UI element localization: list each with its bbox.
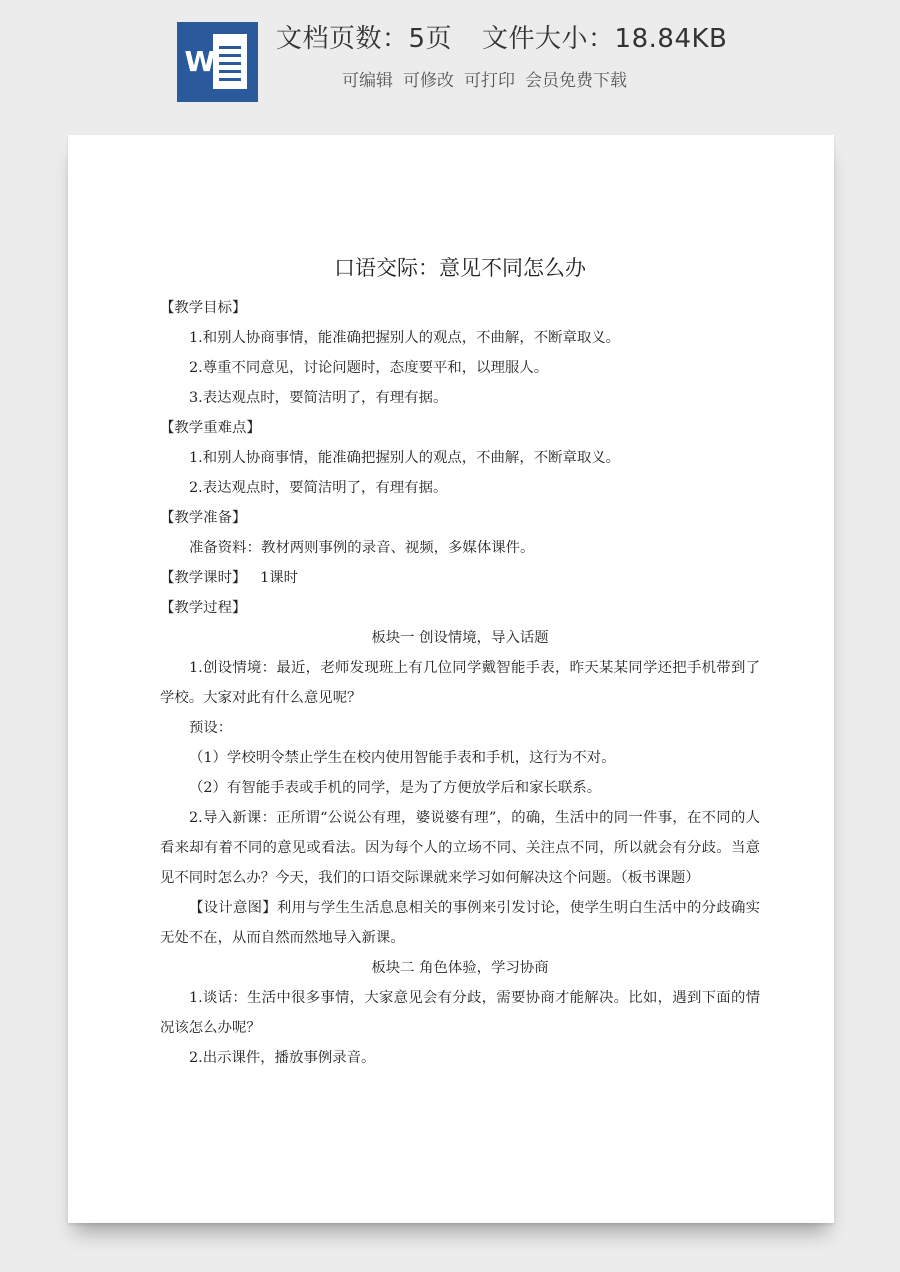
goals-heading: 【教学目标】 xyxy=(160,300,247,316)
section-title: 板块二 角色体验，学习协商 xyxy=(371,960,549,976)
download-info-header xyxy=(0,0,900,130)
goal-item: 1.和别人协商事情，能准确把握别人的观点，不曲解，不断章取义。 xyxy=(189,330,621,346)
hours-line xyxy=(160,563,760,593)
file-stats xyxy=(276,18,727,55)
paragraph: 2.出示课件，播放事例录音。 xyxy=(189,1050,376,1066)
document-title: 口语交际：意见不同怎么办 xyxy=(334,256,586,280)
prep-text: 准备资料：教材两则事例的录音、视频，多媒体课件。 xyxy=(189,540,535,556)
paragraph: 1.创设情境：最近，老师发现班上有几位同学戴智能手表，昨天某某同学还把手机带到了学校。大家对此有什么意见呢？ xyxy=(160,660,760,706)
word-letter: W xyxy=(184,45,216,78)
design-intent: 【设计意图】利用与学生生活息息相关的事例来引发讨论，使学生明白生活中的分歧确实无处不在，从而自然而然地导入新课。 xyxy=(160,900,760,946)
goal-item: 3.表达观点时，要简洁明了，有理有据。 xyxy=(189,390,448,406)
document-content xyxy=(160,253,760,1073)
feature-modifiable: 可修改 xyxy=(403,71,454,91)
feature-printable: 可打印 xyxy=(464,71,515,91)
paragraph: 1.谈话：生活中很多事情，大家意见会有分歧，需要协商才能解决。比如，遇到下面的情况该怎么办呢？ xyxy=(160,990,760,1036)
key-point-item: 2.表达观点时，要简洁明了，有理有据。 xyxy=(189,480,448,496)
key-point-item: 1.和别人协商事情，能准确把握别人的观点，不曲解，不断章取义。 xyxy=(189,450,621,466)
paragraph: 2.导入新课：正所谓“公说公有理，婆说婆有理”，的确，生活中的同一件事，在不同的人看来却有着不同的意见或看法。因为每个人的立场不同、关注点不同，所以就会有分歧。当意见不同时怎么办？今天，我们的口语交际课就来学习如何解决这个问题。（板书课题） xyxy=(160,810,760,886)
word-document-icon xyxy=(177,22,258,102)
feature-editable: 可编辑 xyxy=(342,71,393,91)
feature-member-download: 会员免费下载 xyxy=(525,71,627,91)
prep-heading: 【教学准备】 xyxy=(160,510,247,526)
preset-label: 预设： xyxy=(189,720,233,736)
preset-item: （1）学校明令禁止学生在校内使用智能手表和手机，这行为不对。 xyxy=(189,750,616,766)
key-points-heading: 【教学重难点】 xyxy=(160,420,261,436)
document-page xyxy=(68,135,834,1223)
process-heading: 【教学过程】 xyxy=(160,600,247,616)
preset-item: （2）有智能手表或手机的同学，是为了方便放学后和家长联系。 xyxy=(189,780,602,796)
hours-heading: 【教学课时】 xyxy=(160,570,247,586)
goal-item: 2.尊重不同意见，讨论问题时，态度要平和，以理服人。 xyxy=(189,360,549,376)
page-count: 文档页数：5页 xyxy=(276,24,453,54)
feature-list xyxy=(342,66,627,91)
document-lines-icon xyxy=(213,34,247,89)
file-size: 文件大小：18.84KB xyxy=(482,24,728,54)
hours-value: 1课时 xyxy=(260,570,299,586)
section-title: 板块一 创设情境，导入话题 xyxy=(371,630,549,646)
